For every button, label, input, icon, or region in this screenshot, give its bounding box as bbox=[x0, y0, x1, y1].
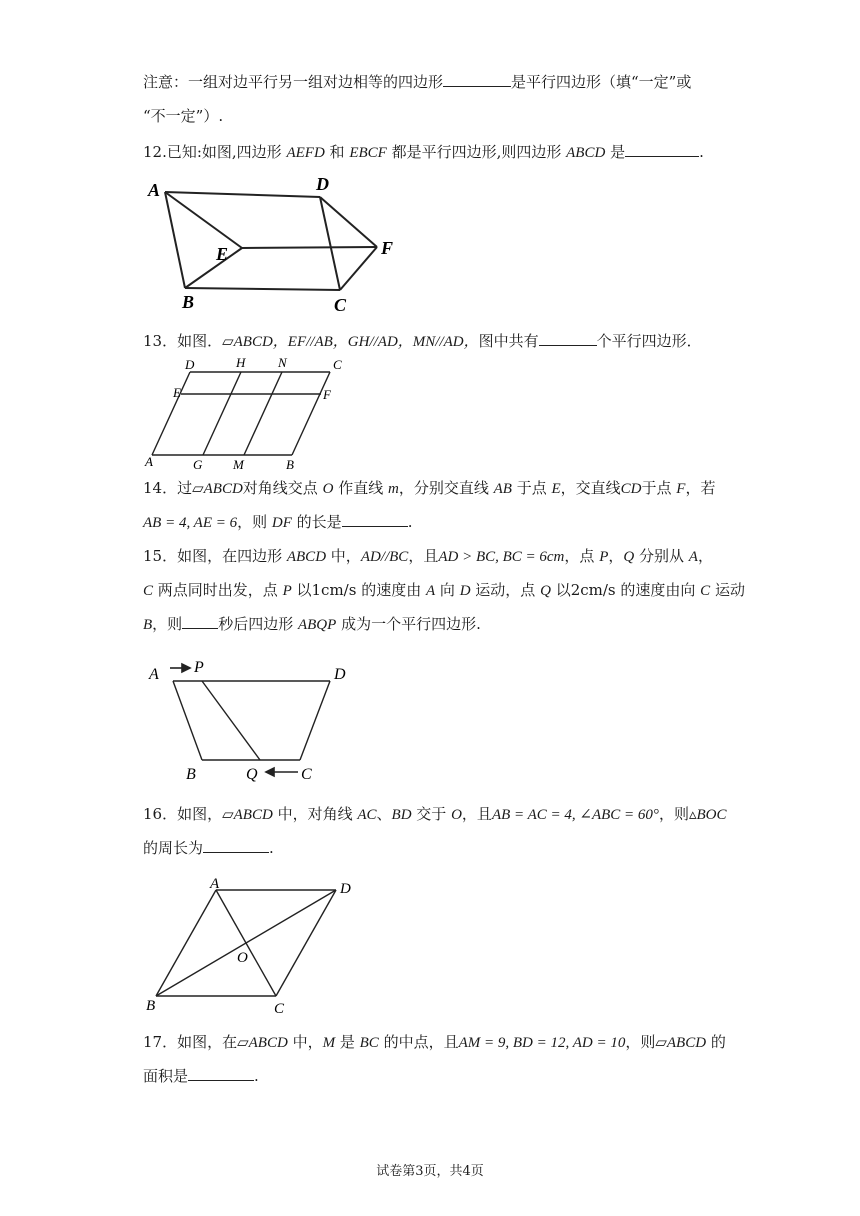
q12-label-c: C bbox=[334, 295, 347, 315]
q17-var: M bbox=[322, 1035, 336, 1051]
q17-t: 是 bbox=[335, 1033, 360, 1051]
q16-line-1 bbox=[143, 804, 726, 825]
q16-t: ，则 bbox=[658, 805, 689, 823]
q16-t: 交于 bbox=[411, 805, 452, 823]
page-footer: 试卷第3页，共4页 bbox=[376, 1164, 484, 1179]
q15-t: 运动 bbox=[710, 581, 745, 599]
q14-t: 对角线交点 bbox=[242, 479, 323, 497]
q15-label-c: C bbox=[301, 766, 312, 783]
q13-text bbox=[143, 331, 702, 352]
q16-t: ，且 bbox=[461, 805, 492, 823]
q15-line-3 bbox=[143, 614, 481, 635]
q15-t: 秒后四边形 bbox=[218, 615, 298, 633]
q12-text-c: 都是平行四边形,则四边形 bbox=[386, 143, 567, 161]
q16-t: 中，对角线 bbox=[272, 805, 358, 823]
q15-var: Q bbox=[623, 549, 635, 565]
q16-t: 、 bbox=[376, 805, 392, 823]
q14-t: ，分别交直线 bbox=[398, 479, 494, 497]
q15-var: A bbox=[688, 549, 698, 565]
q17-var: AM = 9, BD = 12, AD = 10 bbox=[458, 1035, 626, 1051]
q15-t: 两点同时出发，点 bbox=[153, 581, 283, 599]
q14-t: 于点 bbox=[641, 479, 677, 497]
q16-var: AB = AC = 4, ∠ABC = 60° bbox=[491, 807, 659, 823]
q15-t: ，且 bbox=[408, 547, 439, 565]
q15-t: ， bbox=[608, 547, 624, 565]
q13-label-g: G bbox=[193, 457, 203, 472]
q15-t: 成为一个平行四边形. bbox=[336, 615, 481, 633]
q13-label-n: N bbox=[278, 355, 287, 370]
q15-var: AD > BC, BC = 6cm bbox=[438, 549, 565, 565]
q13-label-d: D bbox=[185, 357, 195, 372]
q12-label-b: B bbox=[182, 292, 195, 312]
q15-label-d: D bbox=[334, 666, 346, 683]
q13-answer-blank[interactable] bbox=[539, 331, 597, 346]
q14-line-2 bbox=[143, 512, 412, 533]
q14-var: m bbox=[387, 481, 399, 497]
q15-line-1 bbox=[143, 546, 713, 567]
q17-t: . bbox=[254, 1067, 259, 1085]
q16-label-d: D bbox=[340, 881, 351, 897]
q14-var: ▱ABCD bbox=[192, 481, 243, 497]
q15-var: P bbox=[282, 583, 292, 599]
q15-line-2 bbox=[143, 580, 745, 601]
q12-label-e: E bbox=[216, 244, 229, 264]
q16-var: ▵BOC bbox=[688, 807, 727, 823]
note-text: “不一定”）. bbox=[143, 107, 224, 125]
q12-label-d: D bbox=[316, 174, 329, 194]
q15-label-b: B bbox=[186, 766, 196, 783]
q15-figure bbox=[140, 655, 370, 785]
q14-var: O bbox=[322, 481, 334, 497]
q16-line-2 bbox=[143, 838, 274, 858]
q16-t: 16．如图， bbox=[143, 805, 223, 823]
note-text: 是平行四边形（填“一定”或 bbox=[511, 73, 692, 91]
q14-t: ，交直线 bbox=[560, 479, 621, 497]
q13-figure bbox=[140, 355, 360, 475]
q12-text-d: 是 bbox=[605, 143, 626, 161]
q17-t: 的 bbox=[706, 1033, 726, 1051]
q13-label-a: A bbox=[145, 454, 153, 469]
q17-t: 的中点，且 bbox=[378, 1033, 459, 1051]
q15-var: ABCD bbox=[286, 549, 327, 565]
q14-var: F bbox=[676, 481, 686, 497]
q13-label-e: E bbox=[173, 385, 181, 400]
q13-label-b: B bbox=[286, 457, 294, 472]
q14-t: 的长是 bbox=[291, 513, 342, 531]
q14-var: AB bbox=[493, 481, 512, 497]
q15-t: 分别从 bbox=[634, 547, 689, 565]
q13-label-m: M bbox=[233, 457, 244, 472]
answer-blank[interactable] bbox=[443, 72, 511, 87]
q15-t: ， bbox=[697, 547, 713, 565]
q13-label-h: H bbox=[236, 355, 246, 370]
q15-t: 以2cm/s 的速度由向 bbox=[550, 581, 701, 599]
q13-label-c: C bbox=[333, 357, 342, 372]
q15-t: 15．如图，在四边形 bbox=[143, 547, 287, 565]
q16-t: . bbox=[269, 839, 274, 857]
arrow-left-head-icon bbox=[266, 768, 274, 776]
q13-var: ▱ABCD，EF//AB，GH//AD，MN//AD， bbox=[222, 334, 479, 350]
q15-var: D bbox=[459, 583, 471, 599]
q17-var: ▱ABCD bbox=[237, 1035, 288, 1051]
q15-t: 运动，点 bbox=[470, 581, 541, 599]
q12-var: AEFD bbox=[286, 145, 325, 161]
q16-label-a: A bbox=[210, 876, 220, 892]
q14-t: ，则 bbox=[237, 513, 272, 531]
q15-answer-blank[interactable] bbox=[182, 614, 218, 629]
q12-answer-blank[interactable] bbox=[625, 142, 699, 157]
q15-var: C bbox=[143, 583, 154, 599]
q12-text-a: 12.已知:如图,四边形 bbox=[143, 143, 287, 161]
q17-var: BC bbox=[359, 1035, 379, 1051]
q15-label-p: P bbox=[194, 659, 204, 676]
note-line-1 bbox=[143, 72, 691, 92]
q17-t: 面积是 bbox=[143, 1067, 189, 1085]
q14-var: CD bbox=[620, 481, 642, 497]
note-line-2 bbox=[143, 106, 223, 126]
q13-label-f: F bbox=[323, 387, 331, 402]
q14-t: 作直线 bbox=[333, 479, 388, 497]
q15-label-a: A bbox=[149, 666, 159, 683]
q16-t: 的周长为 bbox=[143, 839, 204, 857]
q14-var: DF bbox=[271, 515, 292, 531]
arrow-right-head-icon bbox=[182, 664, 190, 672]
q17-answer-blank[interactable] bbox=[188, 1066, 254, 1081]
q12-text-b: 和 bbox=[324, 143, 350, 161]
q16-answer-blank[interactable] bbox=[203, 838, 269, 853]
q17-t: 中， bbox=[287, 1033, 323, 1051]
q15-var: AD//BC bbox=[360, 549, 409, 565]
q12-var: EBCF bbox=[349, 145, 387, 161]
q14-answer-blank[interactable] bbox=[342, 512, 408, 527]
q12-label-f: F bbox=[381, 238, 394, 258]
q17-line-2 bbox=[143, 1066, 259, 1086]
q14-t: ，若 bbox=[685, 479, 716, 497]
q17-t: ，则 bbox=[625, 1033, 656, 1051]
q15-var: C bbox=[700, 583, 711, 599]
q14-var: E bbox=[551, 481, 561, 497]
q15-t: ，点 bbox=[564, 547, 600, 565]
q14-t: 14．过 bbox=[143, 479, 193, 497]
q14-t: 于点 bbox=[511, 479, 552, 497]
q15-t: 以1cm/s 的速度由 bbox=[291, 581, 426, 599]
q15-var: P bbox=[599, 549, 609, 565]
q12-var: ABCD bbox=[566, 145, 606, 161]
q12-label-a: A bbox=[148, 180, 161, 200]
q15-var: ABQP bbox=[297, 617, 337, 633]
q15-var: A bbox=[425, 583, 436, 599]
q16-var: O bbox=[451, 807, 462, 823]
q14-t: . bbox=[407, 513, 413, 531]
note-text: 注意：一组对边平行另一组对边相等的四边形 bbox=[143, 73, 444, 91]
q15-t: 中， bbox=[326, 547, 361, 565]
q15-t: ，则 bbox=[152, 615, 183, 633]
q12-text-e: . bbox=[699, 143, 704, 161]
q16-var: ▱ABCD bbox=[222, 807, 273, 823]
q16-var: AC bbox=[357, 807, 377, 823]
q12-figure bbox=[140, 170, 410, 320]
q16-figure bbox=[140, 872, 370, 1017]
q16-label-c: C bbox=[274, 1001, 285, 1017]
q12-text bbox=[143, 142, 704, 163]
q16-label-o: O bbox=[237, 950, 248, 966]
q17-t: 17．如图，在 bbox=[143, 1033, 238, 1051]
q16-label-b: B bbox=[146, 998, 156, 1014]
q15-label-q: Q bbox=[246, 766, 258, 783]
q16-var: BD bbox=[391, 807, 412, 823]
q15-var: Q bbox=[540, 583, 551, 599]
q13-text-a: 13．如图． bbox=[143, 332, 223, 350]
q17-var: ▱ABCD bbox=[655, 1035, 707, 1051]
q14-var: AB = 4, AE = 6 bbox=[143, 515, 238, 531]
q13-text-c: 个平行四边形． bbox=[596, 332, 702, 350]
q15-var: B bbox=[143, 617, 153, 633]
q17-line-1 bbox=[143, 1032, 726, 1053]
q15-t: 向 bbox=[435, 581, 460, 599]
q14-line-1 bbox=[143, 478, 715, 499]
q13-text-b: 图中共有 bbox=[478, 332, 539, 350]
